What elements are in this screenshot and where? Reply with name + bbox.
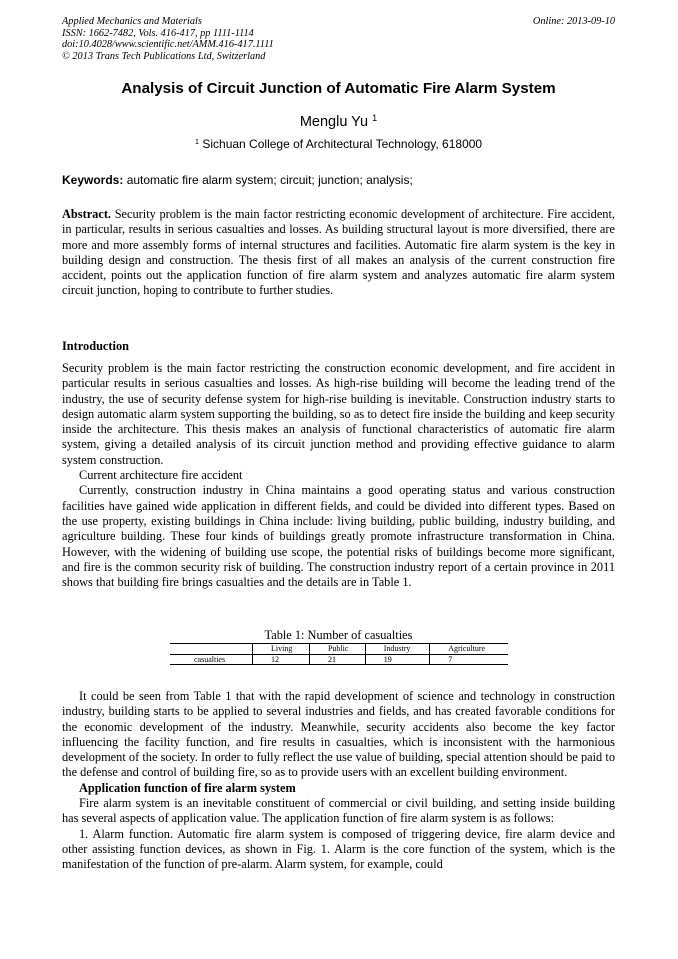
paragraph: Security problem is the main factor restricting the construction economic development, and fire accident in particular results in serious casualties and losses. As high-rise building will become the leading trend of the industry, the use of security defense system for high-rise building is inevitable. Construction industry starts to design automatic alarm system supporting the building, so as to detect fire inside the building and keep security inside the architecture. This thesis makes an analysis of functional characteristics of automatic fire alarm system, giving a detailed analysis of its circuit junction method and providing effective guidance to alarm system construction.	[62, 361, 615, 467]
author-line	[62, 113, 615, 131]
abstract-text: Security problem is the main factor restricting economic development of architecture. Fire accident, in particular, results in serious casualties and losses. As building structural layout is more diversified, there are more and more assembly forms of internal structures and facilities. Automatic fire alarm system is the key in building design and construction. The thesis first of all makes an analysis of the current construction fire accident, points out the application function of fire alarm system and analyzes automatic fire alarm system circuit junction, hoping to contribute to further studies.	[62, 207, 615, 298]
table-header-cell: Public	[309, 644, 365, 655]
copyright-line: © 2013 Trans Tech Publications Ltd, Switzerland	[62, 50, 266, 62]
online-date: Online: 2013-09-10	[532, 16, 615, 27]
table-row	[170, 654, 508, 665]
author-name: Menglu Yu	[299, 114, 369, 130]
table-header-cell: Industry	[365, 644, 430, 655]
journal-name: Applied Mechanics and Materials	[62, 16, 202, 27]
abstract-paragraph	[62, 207, 615, 299]
table-header-row	[170, 644, 508, 655]
abstract-label: Abstract.	[62, 207, 112, 221]
issn-line: ISSN: 1662-7482, Vols. 416-417, pp 1111-1114	[62, 27, 254, 39]
keywords-text: automatic fire alarm system; circuit; junction; analysis;	[126, 173, 413, 187]
affiliation-text: Sichuan College of Architectural Technology, 618000	[202, 137, 483, 151]
paper-title: Analysis of Circuit Junction of Automatic Fire Alarm System	[121, 80, 556, 97]
casualties-table	[170, 643, 508, 665]
paragraph: Fire alarm system is an inevitable constituent of commercial or civil building, and setting inside building has several aspects of application value. The application function of fire alarm system is as follows:	[62, 796, 615, 826]
table-header-cell: Agriculture	[430, 644, 508, 655]
body-section	[62, 689, 615, 873]
table-cell: 12	[253, 654, 310, 665]
paragraph: 1. Alarm function. Automatic fire alarm system is composed of triggering device, fire alarm device and other assisting function devices, as shown in Fig. 1. Alarm is the core function of the system, which is the manifestation of the function of pre-alarm. Alarm system, for example, could	[62, 826, 615, 872]
author-superscript: 1	[372, 113, 378, 124]
table-cell: casualties	[170, 654, 253, 665]
table-caption: Table 1: Number of casualties	[264, 628, 413, 642]
keywords-line	[62, 173, 615, 188]
table-header-cell: Living	[253, 644, 310, 655]
subsection-heading: Current architecture fire accident	[79, 468, 243, 483]
paragraph: It could be seen from Table 1 that with the rapid development of science and technology in construction industry, building starts to be applied to several industries and fields, and has created favorable conditions for the economic development of the industry. Meanwhile, security accidents also become the key factor influencing the facility function, and fire results in casualties, which is inconsistent with the harmonious development of the society. In order to fully reflect the use value of building, special attention should be paid to the defense and control of building fire, so as to provide users with an excellent building environment.	[62, 689, 615, 780]
keywords-label: Keywords:	[62, 173, 124, 187]
table-cell: 7	[430, 654, 508, 665]
table-header-cell	[170, 644, 253, 655]
introduction-section	[62, 361, 615, 590]
paragraph: Currently, construction industry in China maintains a good operating status and various construction facilities have gained wide application in different fields, and could be divided into different types. Based on the use property, existing buildings in China include: living building, public building, industry building, and agriculture building. These four kinds of buildings greatly promote infrastructure transformation in China. However, with the widening of building use scope, the potential risks of buildings become more significant, and fire is the common security risk of building. The construction industry report of a certain province in 2011 shows that building fire brings casualties and the details are in Table 1.	[62, 483, 615, 590]
affiliation-superscript: 1	[194, 136, 200, 146]
affiliation-line	[62, 137, 615, 152]
subsection-heading: Application function of fire alarm system	[79, 780, 296, 795]
journal-header	[62, 16, 615, 62]
table-cell: 21	[309, 654, 365, 665]
introduction-heading: Introduction	[62, 339, 129, 353]
doi-line: doi:10.4028/www.scientific.net/AMM.416-417.1111	[62, 39, 274, 51]
table-cell: 19	[365, 654, 430, 665]
